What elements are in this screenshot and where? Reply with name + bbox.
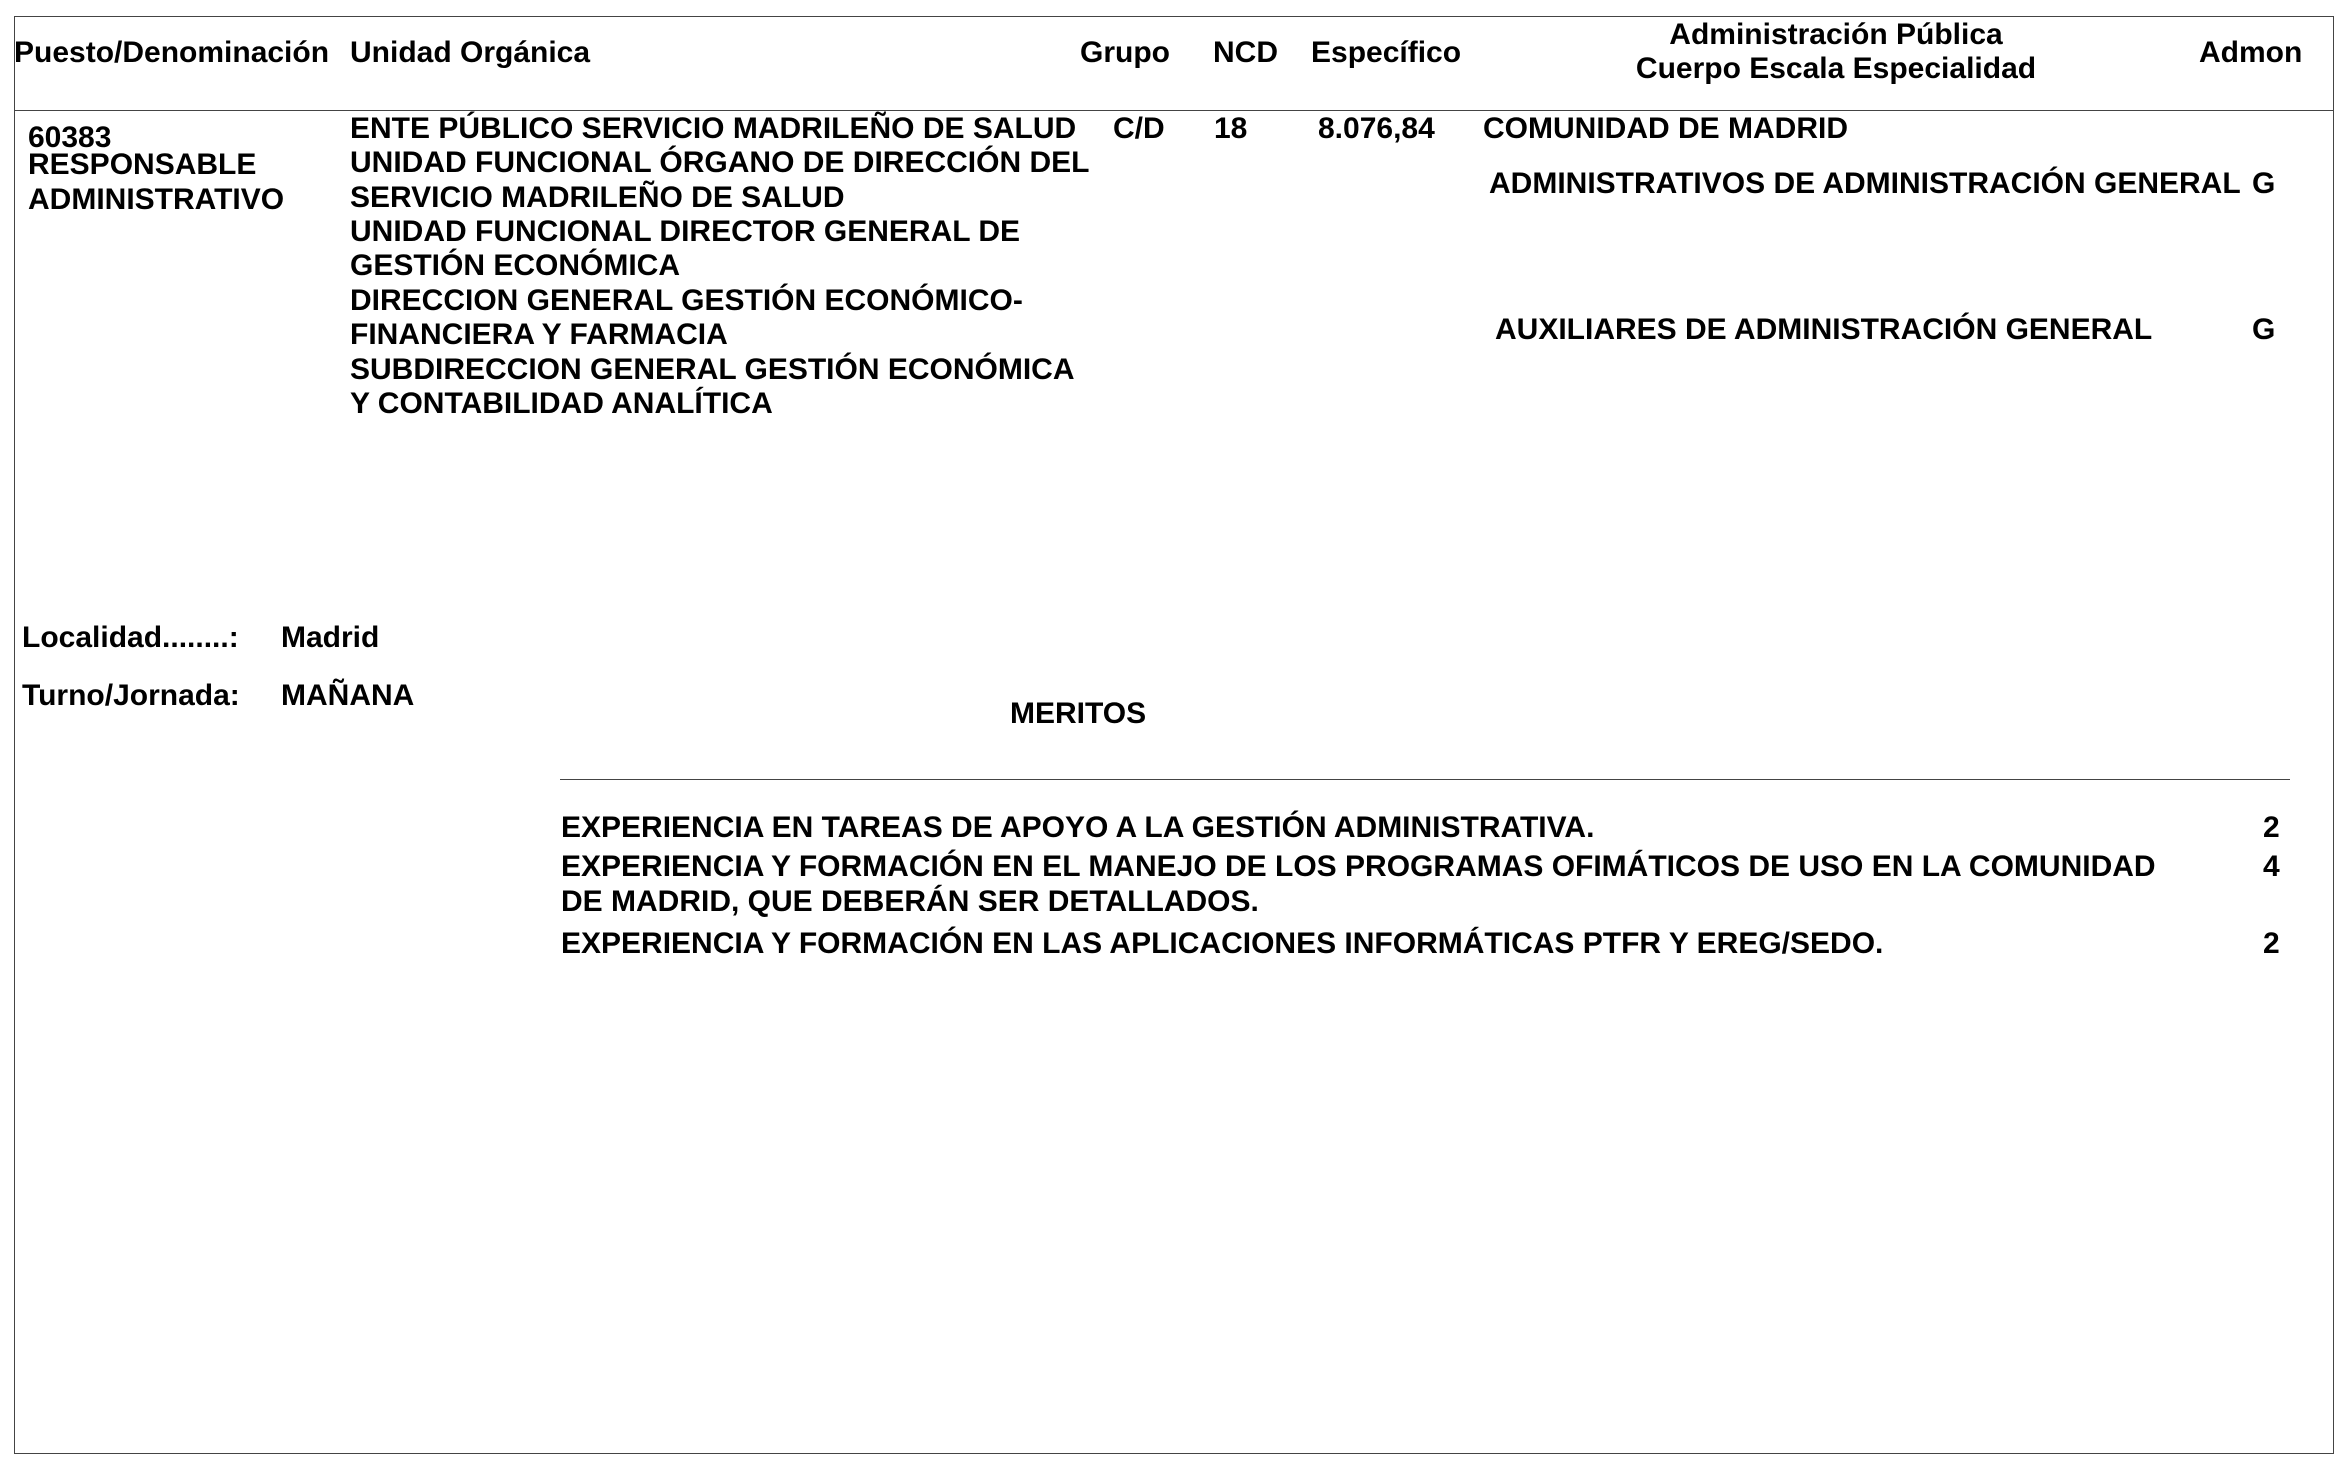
unidad-line: UNIDAD FUNCIONAL ÓRGANO DE DIRECCIÓN DEL — [350, 146, 1090, 179]
meritos-divider — [560, 779, 2290, 780]
administracion-value: COMUNIDAD DE MADRID — [1483, 112, 1848, 145]
merito-points: 4 — [2263, 850, 2280, 883]
merito-text: EXPERIENCIA Y FORMACIÓN EN LAS APLICACIONES INFORMÁTICAS PTFR Y EREG/SEDO. — [561, 927, 1884, 960]
header-puesto: Puesto/Denominación — [14, 36, 330, 69]
unidad-line: SUBDIRECCION GENERAL GESTIÓN ECONÓMICA — [350, 353, 1075, 386]
especifico-value: 8.076,84 — [1318, 112, 1435, 145]
grupo-value: C/D — [1113, 112, 1165, 145]
turno-label: Turno/Jornada: — [22, 679, 240, 712]
merito-points: 2 — [2263, 927, 2280, 960]
header-unidad: Unidad Orgánica — [350, 36, 591, 69]
merito-points: 2 — [2263, 811, 2280, 844]
localidad-value: Madrid — [281, 621, 380, 654]
unidad-line: FINANCIERA Y FARMACIA — [350, 318, 728, 351]
merito-text: DE MADRID, QUE DEBERÁN SER DETALLADOS. — [561, 885, 1259, 918]
header-admon: Admon — [2199, 36, 2303, 69]
merito-text: EXPERIENCIA Y FORMACIÓN EN EL MANEJO DE LOS PROGRAMAS OFIMÁTICOS DE USO EN LA COMUNIDAD — [561, 850, 2156, 883]
unidad-line: Y CONTABILIDAD ANALÍTICA — [350, 387, 773, 420]
unidad-line: SERVICIO MADRILEÑO DE SALUD — [350, 181, 845, 214]
unidad-line: ENTE PÚBLICO SERVICIO MADRILEÑO DE SALUD — [350, 112, 1077, 145]
header-especifico: Específico — [1311, 36, 1462, 69]
merito-text: EXPERIENCIA EN TAREAS DE APOYO A LA GESTIÓN ADMINISTRATIVA. — [561, 811, 1595, 844]
header-ncd: NCD — [1213, 36, 1278, 69]
turno-value: MAÑANA — [281, 679, 415, 712]
localidad-label: Localidad........: — [22, 621, 239, 654]
header-admin-line2: Cuerpo Escala Especialidad — [1635, 52, 2037, 85]
cuerpo-admon: G — [2252, 167, 2276, 200]
puesto-title-line2: ADMINISTRATIVO — [28, 183, 285, 216]
unidad-line: UNIDAD FUNCIONAL DIRECTOR GENERAL DE — [350, 215, 1021, 248]
ncd-value: 18 — [1214, 112, 1248, 145]
puesto-title-line1: RESPONSABLE — [28, 148, 257, 181]
header-admin-line1: Administración Pública — [1669, 18, 2003, 51]
cuerpo-name: AUXILIARES DE ADMINISTRACIÓN GENERAL — [1495, 313, 2153, 346]
cuerpo-admon: G — [2252, 313, 2276, 346]
meritos-title: MERITOS — [1010, 697, 1147, 730]
header-grupo: Grupo — [1080, 36, 1170, 69]
cuerpo-name: ADMINISTRATIVOS DE ADMINISTRACIÓN GENERAL — [1489, 167, 2241, 200]
unidad-line: GESTIÓN ECONÓMICA — [350, 249, 681, 282]
puesto-code: 60383 — [28, 121, 112, 154]
unidad-line: DIRECCION GENERAL GESTIÓN ECONÓMICO- — [350, 284, 1023, 317]
